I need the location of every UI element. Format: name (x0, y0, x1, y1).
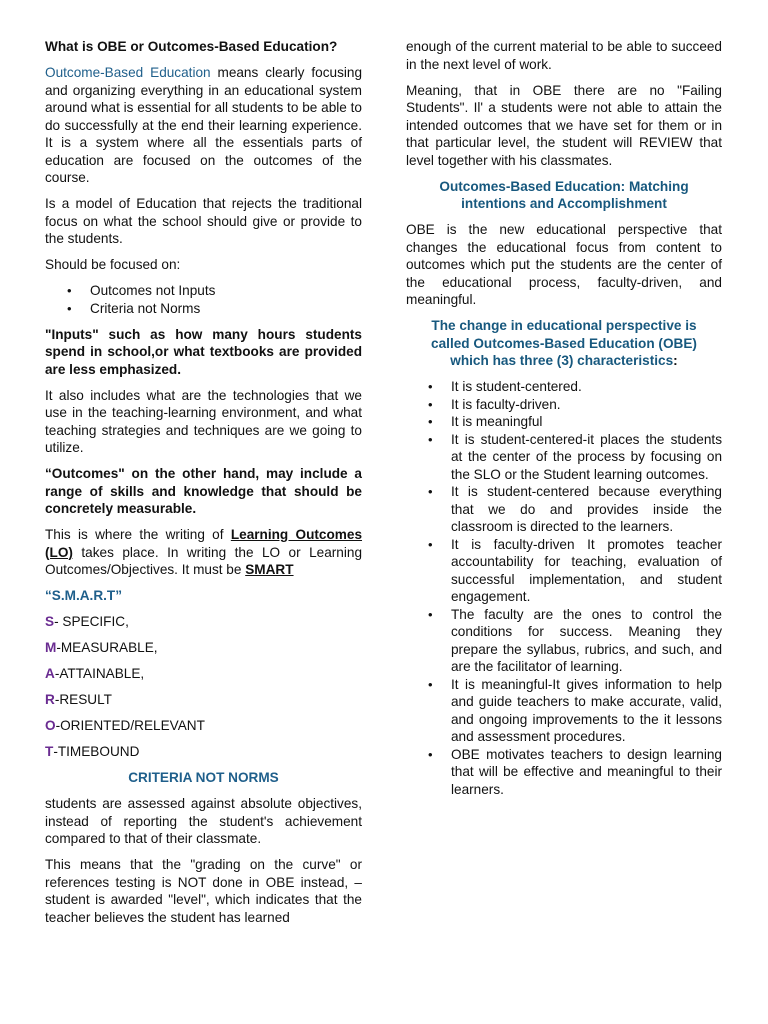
list-item: • Criteria not Norms (45, 300, 362, 318)
right-column (406, 38, 722, 807)
paragraph: Meaning, that in OBE there are no "Failing Students". Il' a students were not able to attain the intended outcomes that we have set for them or in that particular level, the student will REVIEW that level together with his classmates. (406, 82, 722, 168)
list-item: • It is meaningful-It gives information to help and guide teachers to make accurate, valid, and ongoing improvements to the it lessons and assessment procedures. (406, 676, 722, 746)
section-heading: What is OBE or Outcomes-Based Education? (45, 39, 338, 54)
learning-outcomes-term: Learning Outcomes (LO) (45, 527, 363, 560)
paragraph (45, 526, 362, 579)
smart-item (45, 665, 362, 683)
paragraph: It also includes what are the technologies that we use in the teaching-learning environment, and what teaching strategies and techniques are we going to utilize. (45, 387, 362, 455)
list-item: • It is faculty-driven It promotes teacher accountability for teaching, evaluation of successful implementation, and student engagement. (406, 536, 722, 606)
characteristics-list (406, 378, 722, 798)
paragraph-bold: "Inputs" such as how many hours students spend in school,or what textbooks are provided are less emphasized. (45, 326, 362, 377)
smart-text: -MEASURABLE, (56, 640, 158, 655)
list-item: • It is meaningful (406, 413, 722, 431)
list-item: • It is student-centered-it places the students at the center of the process by focusing on the SLO or the Student learning outcomes. (406, 431, 722, 484)
list-item: • OBE motivates teachers to design learning that will be effective and meaningful to their learners. (406, 746, 722, 799)
section-heading (406, 317, 722, 370)
paragraph: Should be focused on: (45, 257, 181, 272)
smart-letter: S (45, 614, 55, 629)
list-item: • It is faculty-driven. (406, 396, 722, 414)
focus-list (45, 282, 362, 317)
smart-text: -ATTAINABLE, (54, 666, 145, 681)
smart-letter: O (45, 718, 56, 733)
list-item: • It is student-centered because everything that we do and provides inside the classroom is directed to the learners. (406, 483, 722, 536)
criteria-heading: CRITERIA NOT NORMS (128, 770, 279, 785)
paragraph-text: This is where the writing of (45, 527, 231, 542)
smart-letter: M (45, 640, 57, 655)
paragraph (45, 64, 362, 187)
smart-text: -RESULT (54, 692, 112, 707)
paragraph: students are assessed against absolute objectives, instead of reporting the student's achievement compared to that of their classmate. (45, 796, 362, 846)
paragraph-text: means clearly focusing and organizing everything in an educational system around what is essential for all students to be able to do successfully at the end their learning experience. It is a system where all the essentials parts of education are focused on the outcomes of the course. (45, 65, 363, 185)
heading-text: The change in educational perspective is called Outcomes-Based Education (OBE) which has three (3) characteristics (431, 318, 697, 368)
smart-term: SMART (245, 562, 294, 577)
list-item: • Outcomes not Inputs (45, 282, 362, 300)
list-item: • The faculty are the ones to control the conditions for success. Meaning they prepare the syllabus, rubrics, and such, and are the facilitator of learning. (406, 606, 722, 676)
paragraph: This means that the "grading on the curve" or references testing is NOT done in OBE instead, –student is awarded "level", which indicates that the teacher believes the student has learned (45, 857, 362, 925)
smart-letter: T (45, 744, 54, 759)
smart-item (45, 691, 362, 709)
smart-item (45, 639, 362, 657)
paragraph-bold: “Outcomes" on the other hand, may include a range of skills and knowledge that should be concretely measurable. (45, 466, 362, 516)
smart-item (45, 613, 362, 631)
smart-text: -ORIENTED/RELEVANT (55, 718, 205, 733)
list-item: • It is student-centered. (406, 378, 722, 396)
paragraph: Is a model of Education that rejects the traditional focus on what the school should give or provide to the students. (45, 196, 362, 246)
heading-colon: : (673, 353, 678, 368)
paragraph: OBE is the new educational perspective that changes the educational focus from content to outcomes which put the students are the center of the educational process, faculty-driven, and meaningful. (406, 222, 722, 307)
left-column (45, 38, 362, 935)
highlighted-term: Outcome-Based Education (45, 65, 211, 80)
paragraph: enough of the current material to be able to succeed in the next level of work. (406, 39, 722, 72)
smart-letter: A (45, 666, 55, 681)
smart-title: “S.M.A.R.T” (45, 588, 123, 603)
section-heading: Outcomes-Based Education: Matching intentions and Accomplishment (439, 178, 689, 211)
paragraph-text: takes place. In writing the LO or Learning Outcomes/Objectives. It must be (45, 544, 362, 577)
smart-item (45, 717, 362, 735)
smart-text: - SPECIFIC, (54, 614, 129, 629)
smart-text: -TIMEBOUND (53, 744, 140, 759)
smart-item (45, 743, 362, 761)
smart-letter: R (45, 692, 55, 707)
